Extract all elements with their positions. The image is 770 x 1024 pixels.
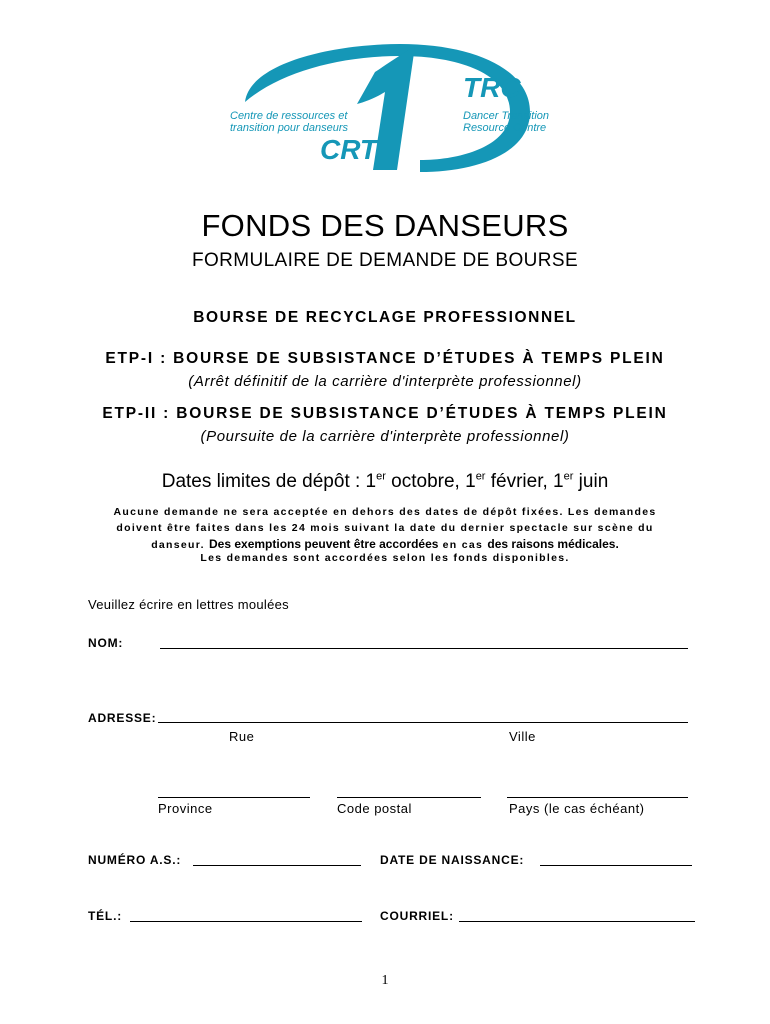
etp2-title: ETP-II : BOURSE DE SUBSISTANCE D’ÉTUDES À TEMPS PLEIN xyxy=(102,405,668,422)
etp1-note: (Arrêt définitif de la carrière d'interprète professionnel) xyxy=(188,373,582,390)
phone-field[interactable] xyxy=(130,921,362,922)
name-field[interactable] xyxy=(160,648,688,649)
sin-field[interactable] xyxy=(193,865,361,866)
logo-right-line2: Resource Centre xyxy=(463,122,547,134)
logo-right-text xyxy=(463,110,549,134)
deadlines-d3: juin xyxy=(573,471,609,492)
page-subtitle: FORMULAIRE DE DEMANDE DE BOURSE xyxy=(191,250,579,271)
form-instruction: Veuillez écrire en lettres moulées xyxy=(88,597,289,612)
address-field[interactable] xyxy=(158,722,688,723)
logo-left-line2: transition pour danseurs xyxy=(230,122,349,134)
address-label: ADRESSE: xyxy=(88,711,157,725)
email-label: COURRIEL: xyxy=(380,909,454,923)
country-label: Pays (le cas échéant) xyxy=(509,801,645,816)
notice-line2: doivent être faites dans les 24 mois suivant la date du dernier spectacle sur scène du xyxy=(116,522,654,534)
email-field[interactable] xyxy=(459,921,695,922)
page-number: 1 xyxy=(381,973,389,988)
logo-left-text xyxy=(230,110,348,134)
deadlines-prefix: Dates limites de dépôt : 1 xyxy=(161,471,377,492)
province-label: Province xyxy=(158,801,213,816)
street-label: Rue xyxy=(229,729,255,744)
city-label: Ville xyxy=(509,729,536,744)
notice-line3-b: Des exemptions peuvent être accordées xyxy=(209,537,439,551)
notice-line4: Les demandes sont accordées selon les fonds disponibles. xyxy=(200,552,570,564)
logo-swoosh-graphic xyxy=(225,32,555,182)
birth-date-field[interactable] xyxy=(540,865,692,866)
phone-label: TÉL.: xyxy=(88,909,122,923)
postal-code-label: Code postal xyxy=(337,801,412,816)
deadlines-sup3: er xyxy=(563,470,574,483)
etp2-note: (Poursuite de la carrière d'interprète professionnel) xyxy=(200,428,570,445)
logo xyxy=(225,32,555,182)
page-title: FONDS DES DANSEURS xyxy=(201,208,569,243)
logo-crt-acronym: CRT xyxy=(320,134,378,165)
notice-line3 xyxy=(0,537,770,551)
province-field[interactable] xyxy=(158,797,310,798)
deadlines-d2: février, 1 xyxy=(485,471,564,492)
notice-line3-a: danseur. xyxy=(151,539,205,551)
deadlines-sup1: er xyxy=(376,470,386,483)
sin-label: NUMÉRO A.S.: xyxy=(88,853,182,867)
logo-left-line1: Centre de ressources et xyxy=(230,110,348,122)
etp1-title: ETP-I : BOURSE DE SUBSISTANCE D’ÉTUDES À TEMPS PLEIN xyxy=(105,350,665,367)
deadlines xyxy=(0,471,770,493)
notice-line3-c: en cas xyxy=(442,539,484,551)
deadlines-sup2: er xyxy=(475,470,486,483)
program-heading: BOURSE DE RECYCLAGE PROFESSIONNEL xyxy=(193,309,577,326)
postal-code-field[interactable] xyxy=(337,797,481,798)
logo-trc-acronym: TRC xyxy=(463,72,521,103)
birth-date-label: DATE DE NAISSANCE: xyxy=(380,853,525,867)
name-label: NOM: xyxy=(88,636,124,650)
country-field[interactable] xyxy=(507,797,688,798)
notice-line1: Aucune demande ne sera acceptée en dehors des dates de dépôt fixées. Les demandes xyxy=(113,506,657,518)
logo-right-line1: Dancer Transition xyxy=(463,110,549,122)
deadlines-d1: octobre, 1 xyxy=(385,471,476,492)
notice-line3-d: des raisons médicales. xyxy=(487,537,619,551)
